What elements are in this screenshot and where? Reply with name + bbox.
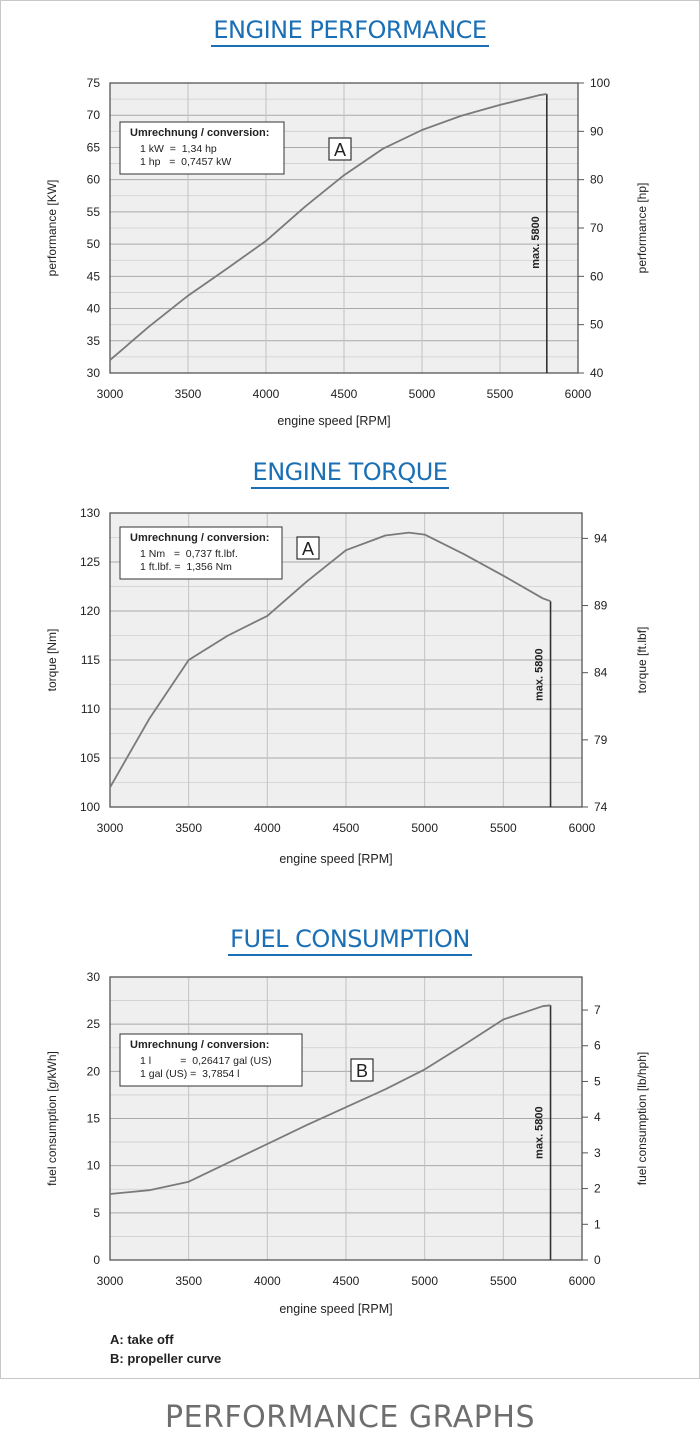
fuel-title: FUEL CONSUMPTION (0, 925, 700, 953)
y-tick-label: 25 (86, 1017, 100, 1032)
y2-tick-label: 6 (594, 1038, 601, 1053)
y-tick-label: 40 (86, 301, 100, 316)
conversion-line: 1 gal (US) = 3,7854 l (140, 1068, 240, 1080)
y-tick-label: 105 (79, 751, 100, 765)
y-tick-label: 55 (86, 204, 100, 219)
performance-title: ENGINE PERFORMANCE (0, 16, 700, 44)
y2-tick-label: 90 (590, 124, 604, 139)
torque-title: ENGINE TORQUE (0, 458, 700, 486)
x-tick-label: 3500 (174, 387, 202, 401)
x-tick-label: 4000 (253, 1274, 281, 1288)
y-axis-label: fuel consumption [g/kWh] (45, 1051, 59, 1186)
x-tick-label: 6000 (568, 821, 596, 835)
x-tick-label: 3000 (96, 387, 124, 401)
y2-tick-label: 100 (590, 76, 611, 90)
curve-label: A (301, 539, 315, 559)
y2-tick-label: 7 (594, 1003, 601, 1018)
y2-tick-label: 70 (590, 221, 604, 235)
y-tick-label: 60 (86, 172, 100, 187)
y-tick-label: 20 (86, 1064, 100, 1079)
y-tick-label: 75 (86, 76, 100, 90)
x-tick-label: 3000 (96, 1274, 124, 1288)
y2-tick-label: 5 (594, 1074, 601, 1089)
y-tick-label: 115 (80, 653, 100, 667)
y-tick-label: 30 (86, 970, 100, 984)
torque-chart (0, 497, 700, 887)
y2-tick-label: 1 (594, 1217, 601, 1232)
conversion-line: 1 Nm = 0,737 ft.lbf. (140, 548, 238, 560)
y2-tick-label: 4 (594, 1110, 601, 1125)
y-tick-label: 50 (86, 237, 100, 252)
y-tick-label: 65 (86, 140, 100, 155)
y2-tick-label: 50 (590, 317, 604, 332)
y2-tick-label: 80 (590, 172, 604, 187)
y2-tick-label: 84 (594, 665, 608, 680)
y-tick-label: 10 (86, 1158, 100, 1173)
y2-tick-label: 0 (594, 1253, 601, 1267)
conversion-title: Umrechnung / conversion: (130, 127, 270, 139)
max-rpm-label: max. 5800 (529, 216, 542, 269)
performance-chart (0, 55, 700, 445)
x-tick-label: 4500 (332, 821, 360, 835)
x-tick-label: 5000 (408, 387, 436, 401)
x-tick-label: 6000 (564, 387, 592, 401)
y-axis-label: torque [Nm] (45, 628, 59, 692)
y2-axis-label: performance [hp] (635, 182, 649, 274)
conversion-line: 1 ft.lbf. = 1,356 Nm (140, 561, 232, 573)
x-axis-label: engine speed [RPM] (279, 1302, 393, 1316)
y-axis-label: performance [KW] (45, 179, 59, 277)
y-tick-label: 45 (86, 269, 100, 284)
x-axis-label: engine speed [RPM] (279, 852, 393, 866)
x-tick-label: 5000 (411, 821, 439, 835)
x-tick-label: 5500 (486, 387, 514, 401)
y2-tick-label: 79 (594, 732, 608, 747)
y2-axis-label: torque [ft.lbf] (635, 626, 649, 694)
y2-tick-label: 40 (590, 366, 604, 380)
x-tick-label: 6000 (568, 1274, 596, 1288)
y2-tick-label: 74 (594, 800, 608, 814)
note-propeller-curve: B: propeller curve (110, 1351, 222, 1366)
y2-tick-label: 89 (594, 598, 608, 613)
x-tick-label: 5500 (489, 1274, 517, 1288)
y-tick-label: 30 (86, 366, 100, 380)
x-tick-label: 3000 (96, 821, 124, 835)
y-tick-label: 120 (79, 604, 100, 618)
x-tick-label: 4500 (330, 387, 358, 401)
curve-label: A (333, 140, 347, 160)
x-tick-label: 4500 (332, 1274, 360, 1288)
conversion-title: Umrechnung / conversion: (130, 1039, 270, 1051)
x-tick-label: 3500 (175, 821, 203, 835)
page-title: PERFORMANCE GRAPHS (165, 1400, 535, 1435)
x-tick-label: 4000 (252, 387, 280, 401)
y-tick-label: 100 (79, 800, 100, 814)
y-tick-label: 0 (93, 1253, 100, 1267)
y-tick-label: 15 (86, 1111, 100, 1126)
x-tick-label: 5000 (411, 1274, 439, 1288)
y2-tick-label: 94 (594, 531, 608, 546)
y-tick-label: 5 (93, 1205, 100, 1220)
y-tick-label: 125 (79, 555, 100, 569)
conversion-line: 1 l = 0,26417 gal (US) (140, 1055, 272, 1067)
y-tick-label: 110 (80, 702, 100, 716)
y-tick-label: 35 (86, 333, 100, 348)
y-tick-label: 130 (79, 506, 100, 520)
y-tick-label: 70 (86, 108, 100, 123)
y2-tick-label: 3 (594, 1145, 601, 1160)
x-tick-label: 4000 (253, 821, 281, 835)
conversion-line: 1 kW = 1,34 hp (140, 143, 217, 155)
y2-tick-label: 2 (594, 1181, 601, 1196)
x-axis-label: engine speed [RPM] (277, 414, 391, 428)
curve-label: B (355, 1061, 369, 1081)
max-rpm-label: max. 5800 (533, 648, 546, 702)
conversion-title: Umrechnung / conversion: (130, 532, 270, 544)
x-tick-label: 5500 (489, 821, 517, 835)
y2-tick-label: 60 (590, 269, 604, 284)
x-tick-label: 3500 (175, 1274, 203, 1288)
max-rpm-label: max. 5800 (533, 1106, 546, 1159)
fuel-chart (0, 961, 700, 1331)
y2-axis-label: fuel consumption [lb/hph] (635, 1051, 649, 1186)
conversion-line: 1 hp = 0,7457 kW (140, 156, 232, 168)
note-take-off: A: take off (110, 1332, 174, 1347)
